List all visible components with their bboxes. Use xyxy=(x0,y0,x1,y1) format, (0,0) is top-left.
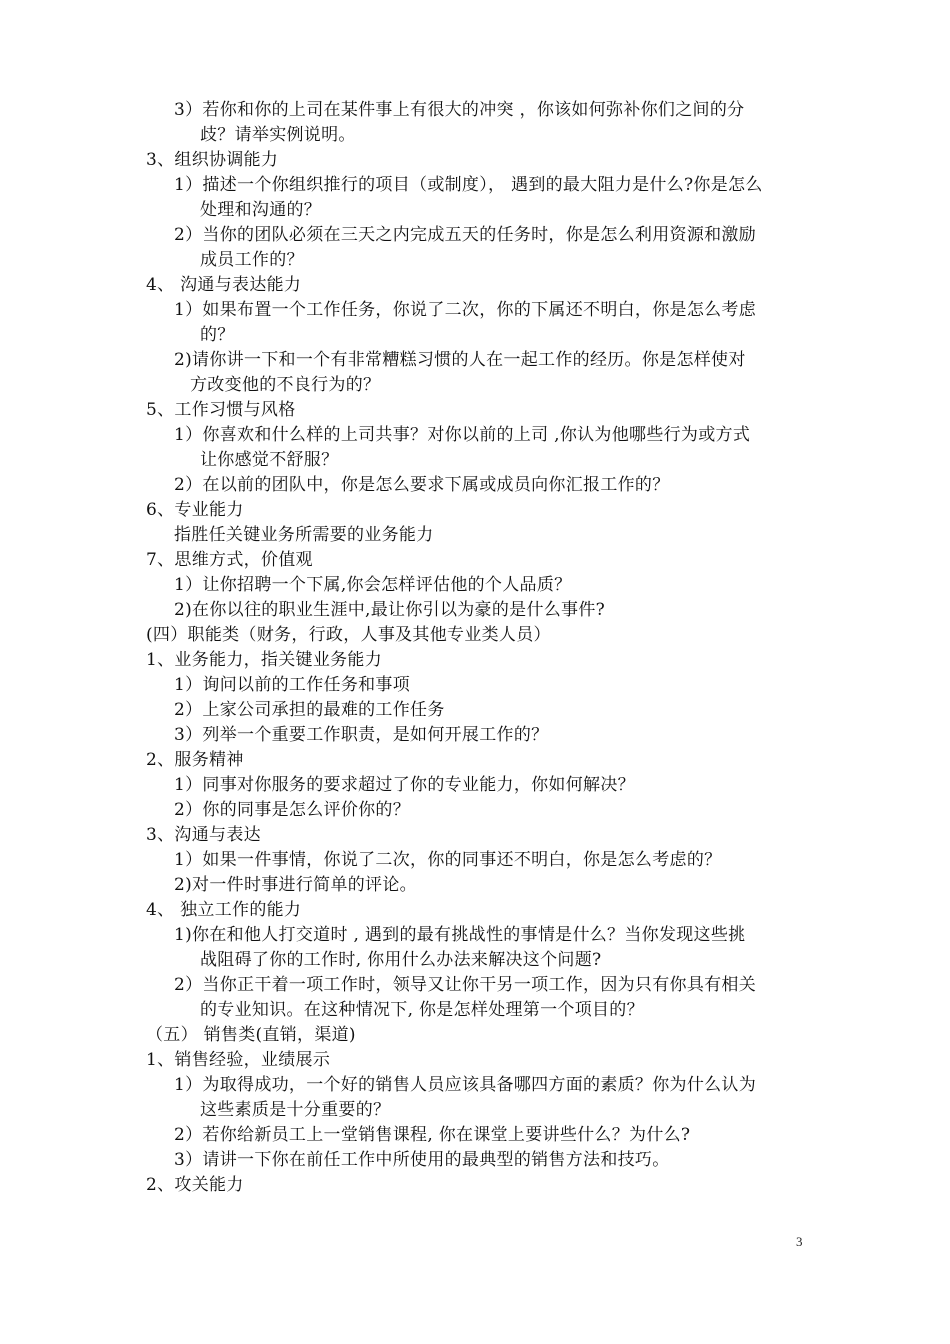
section-heading: 1、销售经验，业绩展示 xyxy=(146,1050,331,1070)
text-line: 的专业知识。在这种情况下, 你是怎样处理第一个项目的？ xyxy=(200,1000,644,1020)
text-line: 2）当你正干着一项工作时，领导又让你干另一项工作，因为只有你具有相关 xyxy=(174,975,757,995)
text-line: 处理和沟通的？ xyxy=(200,200,322,220)
text-line: 3）请讲一下你在前任工作中所使用的最典型的销售方法和技巧。 xyxy=(174,1150,670,1170)
section-heading: 2、攻关能力 xyxy=(146,1175,244,1195)
text-line: 2）当你的团队必须在三天之内完成五天的任务时，你是怎么利用资源和激励 xyxy=(174,225,757,245)
text-line: 3）列举一个重要工作职责，是如何开展工作的？ xyxy=(174,725,549,745)
text-line: 2）在以前的团队中，你是怎么要求下属或成员向你汇报工作的？ xyxy=(174,475,670,495)
text-line: 成员工作的？ xyxy=(200,250,304,270)
section-heading: 2、服务精神 xyxy=(146,750,244,770)
text-line: 1）询问以前的工作任务和事项 xyxy=(174,675,411,695)
text-line: 1）你喜欢和什么样的上司共事？对你以前的上司 ,你认为他哪些行为或方式 xyxy=(174,425,751,445)
text-line: 2）上家公司承担的最难的工作任务 xyxy=(174,700,445,720)
category-heading: (四）职能类（财务，行政，人事及其他专业类人员） xyxy=(146,625,551,645)
text-line: 2）若你给新员工上一堂销售课程, 你在课堂上要讲些什么？为什么? xyxy=(174,1125,691,1145)
text-line: 1）让你招聘一个下属,你会怎样评估他的个人品质？ xyxy=(174,575,572,595)
page-number: 3 xyxy=(796,1234,803,1249)
text-line: 2)请你讲一下和一个有非常糟糕习惯的人在一起工作的经历。你是怎样使对 xyxy=(174,350,746,370)
section-heading: 3、组织协调能力 xyxy=(146,150,279,170)
text-line: 的？ xyxy=(200,325,235,345)
text-line: 2)在你以往的职业生涯中,最让你引以为豪的是什么事件? xyxy=(174,600,606,620)
text-line: 2)对一件时事进行简单的评论。 xyxy=(174,875,417,895)
text-line: 指胜任关键业务所需要的业务能力 xyxy=(174,525,434,545)
section-heading: 4、 独立工作的能力 xyxy=(146,900,302,920)
text-line: 1)你在和他人打交道时 , 遇到的最有挑战性的事情是什么？当你发现这些挑 xyxy=(174,925,746,945)
section-heading: 6、专业能力 xyxy=(146,500,244,520)
text-line: 让你感觉不舒服？ xyxy=(200,450,339,470)
text-line: 这些素质是十分重要的？ xyxy=(200,1100,391,1120)
section-heading: 5、工作习惯与风格 xyxy=(146,400,296,420)
section-heading: 7、思维方式，价值观 xyxy=(146,550,313,570)
text-line: 2）你的同事是怎么评价你的？ xyxy=(174,800,411,820)
text-line: 3）若你和你的上司在某件事上有很大的冲突 ，你该如何弥补你们之间的分 xyxy=(174,100,745,120)
text-line: 1）如果一件事情，你说了二次，你的同事还不明白，你是怎么考虑的？ xyxy=(174,850,722,870)
section-heading: 1、业务能力，指关键业务能力 xyxy=(146,650,383,670)
text-line: 方改变他的不良行为的？ xyxy=(190,375,381,395)
section-heading: 3、沟通与表达 xyxy=(146,825,261,845)
text-line: 1）同事对你服务的要求超过了你的专业能力，你如何解决？ xyxy=(174,775,635,795)
section-heading: 4、 沟通与表达能力 xyxy=(146,275,302,295)
text-line: 战阻碍了你的工作时, 你用什么办法来解决这个问题? xyxy=(200,950,602,970)
category-heading: （五） 销售类(直销，渠道) xyxy=(146,1025,356,1045)
text-line: 1）为取得成功，一个好的销售人员应该具备哪四方面的素质？你为什么认为 xyxy=(174,1075,757,1095)
text-line: 歧？请举实例说明。 xyxy=(200,125,356,145)
text-line: 1）描述一个你组织推行的项目（或制度）， 遇到的最大阻力是什么?你是怎么 xyxy=(174,175,763,195)
text-line: 1）如果布置一个工作任务，你说了二次，你的下属还不明白，你是怎么考虑 xyxy=(174,300,757,320)
